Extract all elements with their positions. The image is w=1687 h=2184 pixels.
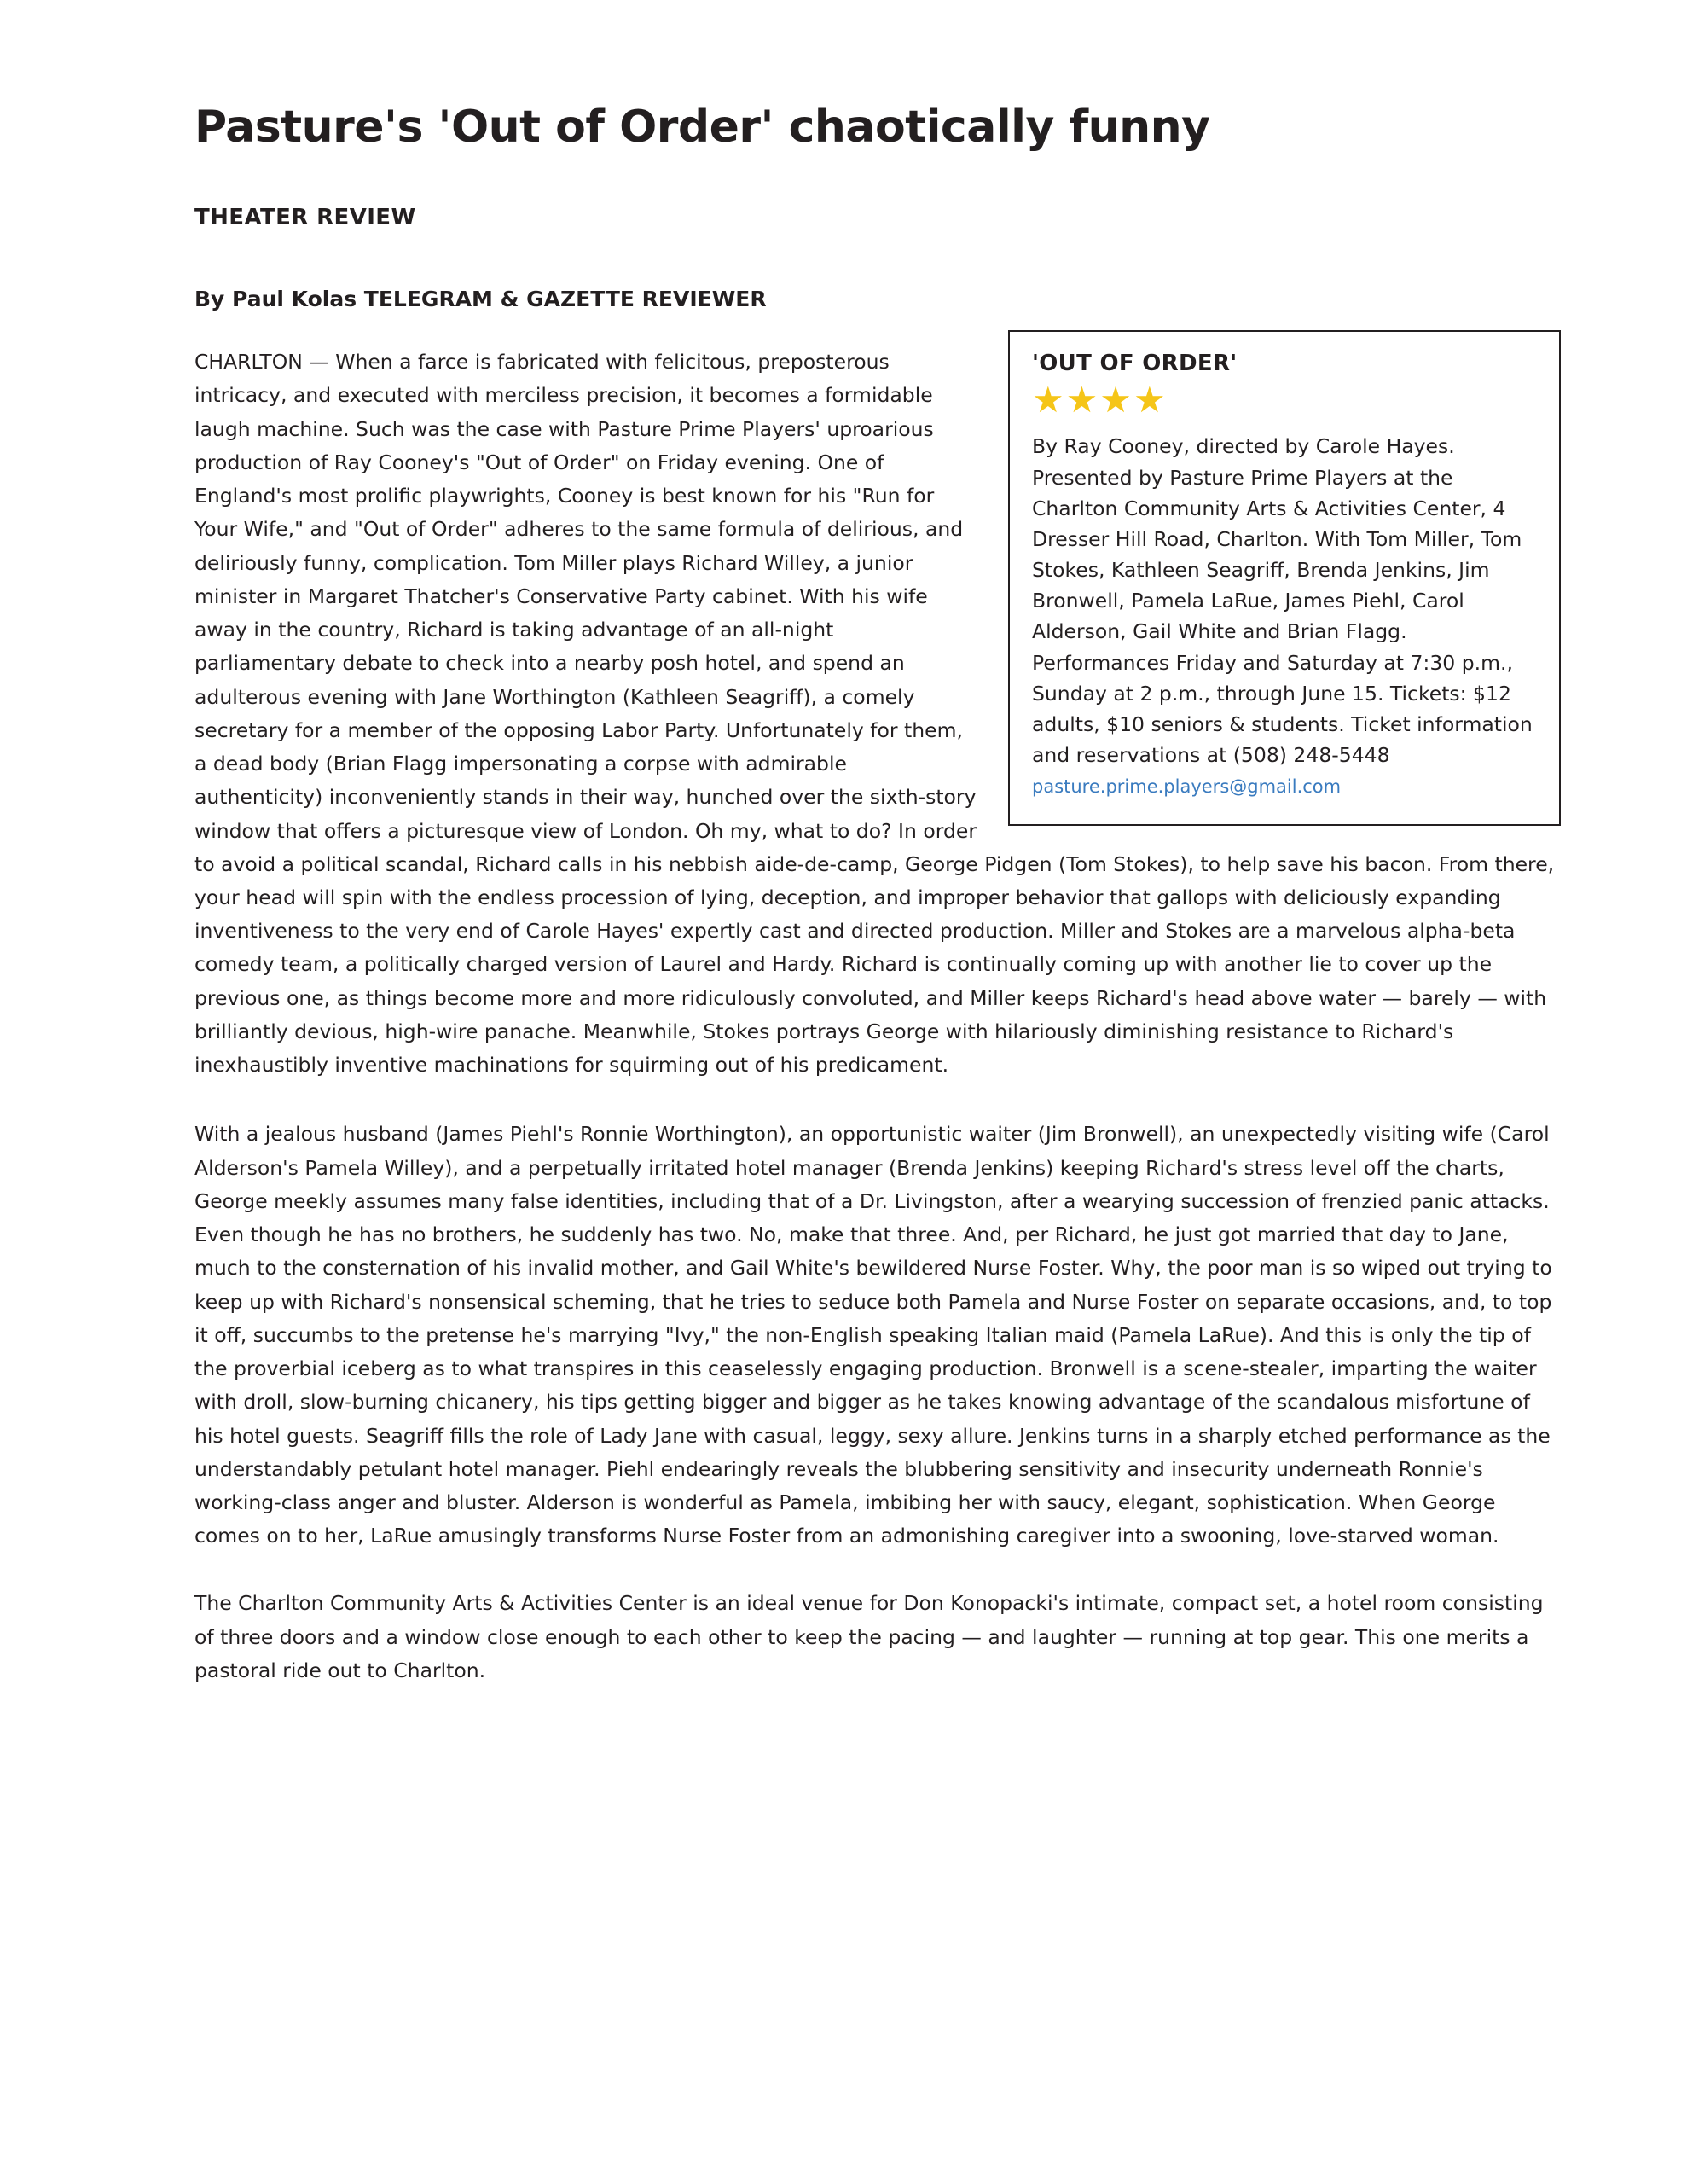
page-title: Pasture's 'Out of Order' chaotically funny bbox=[194, 102, 1210, 153]
section-kicker: THEATER REVIEW bbox=[194, 205, 416, 231]
fact-box-credits-text: By Ray Cooney, directed by Carole Hayes. Presented by Pasture Prime Players at the Charlton Community Arts & Activities Center, 4 Dresser Hill Road, Charlton. With Tom Miller, Tom Stokes, Kathleen Seagriff, Brenda Jenkins, Jim Bronwell, Pamela LaRue, James Piehl, Carol Alderson, Gail White and Brian Flagg. Performances Friday and Saturday at 7:30 p.m., Sunday at 2 p.m., through June 15. Tickets: $12 adults, $10 seniors & students. Ticket information and reservations at (508) 248-5448 bbox=[1032, 434, 1533, 768]
article-paragraph: With a jealous husband (James Piehl's Ronnie Worthington), an opportunistic waiter (Jim Bronwell), an unexpectedly visiting wife (Carol Alderson's Pamela Willey), and a perpetually irritated hotel manager (Brenda Jenkins) keeping Richard's stress level off the charts, George meekly assumes many false identities, including that of a Dr. Livingston, after a wearying succession of frenzied panic attacks. Even though he has no brothers, he suddenly has two. No, make that three. And, per Richard, he just got married that day to Jane, much to the consternation of his invalid mother, and Gail White's bewildered Nurse Foster. Why, the poor man is so wiped out trying to keep up with Richard's nonsensical scheming, that he tries to seduce both Pamela and Nurse Foster on separate occasions, and, to top it off, succumbs to the pretense he's marrying "Ivy," the non-English speaking Italian maid (Pamela LaRue). And this is only the tip of the proverbial iceberg as to what transpires in this ceaselessly engaging production. Bronwell is a scene-stealer, imparting the waiter with droll, slow-burning chicanery, his tips getting bigger and bigger as he takes knowing advantage of the scandalous misfortune of his hotel guests. Seagriff fills the role of Lady Jane with casual, leggy, sexy allure. Jenkins turns in a sharply etched performance as the understandably petulant hotel manager. Piehl endearingly reveals the blubbering sensitivity and insecurity underneath Ronnie's working-class anger and bluster. Alderson is wonderful as Pamela, imbibing her with saucy, elegant, sophistication. When George comes on to her, LaRue amusingly transforms Nurse Foster from an admonishing caregiver into a swooning, love-starved woman. bbox=[194, 1122, 1552, 1548]
fact-box-title: 'OUT OF ORDER' bbox=[1032, 351, 1238, 377]
fact-box-credits bbox=[1032, 431, 1537, 801]
article-paragraph: The Charlton Community Arts & Activities Center is an ideal venue for Don Konopacki's intimate, compact set, a hotel room consisting of three doors and a window close enough to each other to keep the pacing — and laughter — running at top gear. This one merits a pastoral ride out to Charlton. bbox=[194, 1591, 1544, 1682]
article-paragraph: CHARLTON — When a farce is fabricated with felicitous, preposterous intricacy, and executed with merciless precision, it becomes a formidable laugh machine. Such was the case with Pasture Prime Players' uproarious production of Ray Cooney's "Out of Order" on Friday evening. One of England's most prolific playwrights, Cooney is best known for his "Run for Your Wife," and "Out of Order" adheres to the same formula of delirious, and deliriously funny, complication. Tom Miller plays Richard Willey, a junior minister in Margaret Thatcher's Conservative Party cabinet. With his wife away in the country, Richard is taking advantage of an all-night parliamentary debate to check into a nearby posh hotel, and spend an adulterous evening with Jane Worthington (Kathleen Seagriff), a comely secretary for a member of the opposing Labor Party. Unfortunately for them, a dead body (Brian Flagg impersonating a corpse with admirable authenticity) inconveniently stands in their way, hunched over the sixth-story window that offers a picturesque view of London. Oh my, what to do? In order to avoid a political scandal, Richard calls in his nebbish aide-de-camp, George Pidgen (Tom Stokes), to help save his bacon. From there, your head will spin with the endless procession of lying, deception, and improper behavior that gallops with deliciously expanding inventiveness to the very end of Carole Hayes' expertly cast and directed production. Miller and Stokes are a marvelous alpha-beta comedy team, a politically charged version of Laurel and Hardy. Richard is continually coming up with another lie to cover up the previous one, as things become more and more ridiculously convoluted, and Miller keeps Richard's head above water — barely — with brilliantly devious, high-wire panache. Meanwhile, Stokes portrays George with hilariously diminishing resistance to Richard's inexhaustibly inventive machinations for squirming out of his predicament. bbox=[194, 350, 1555, 1077]
contact-email-link[interactable]: pasture.prime.players@gmail.com bbox=[1032, 776, 1342, 798]
byline: By Paul Kolas TELEGRAM & GAZETTE REVIEWER bbox=[194, 287, 767, 312]
star-rating-icon: ★★★★ bbox=[1032, 379, 1168, 421]
fact-box bbox=[1008, 330, 1561, 825]
